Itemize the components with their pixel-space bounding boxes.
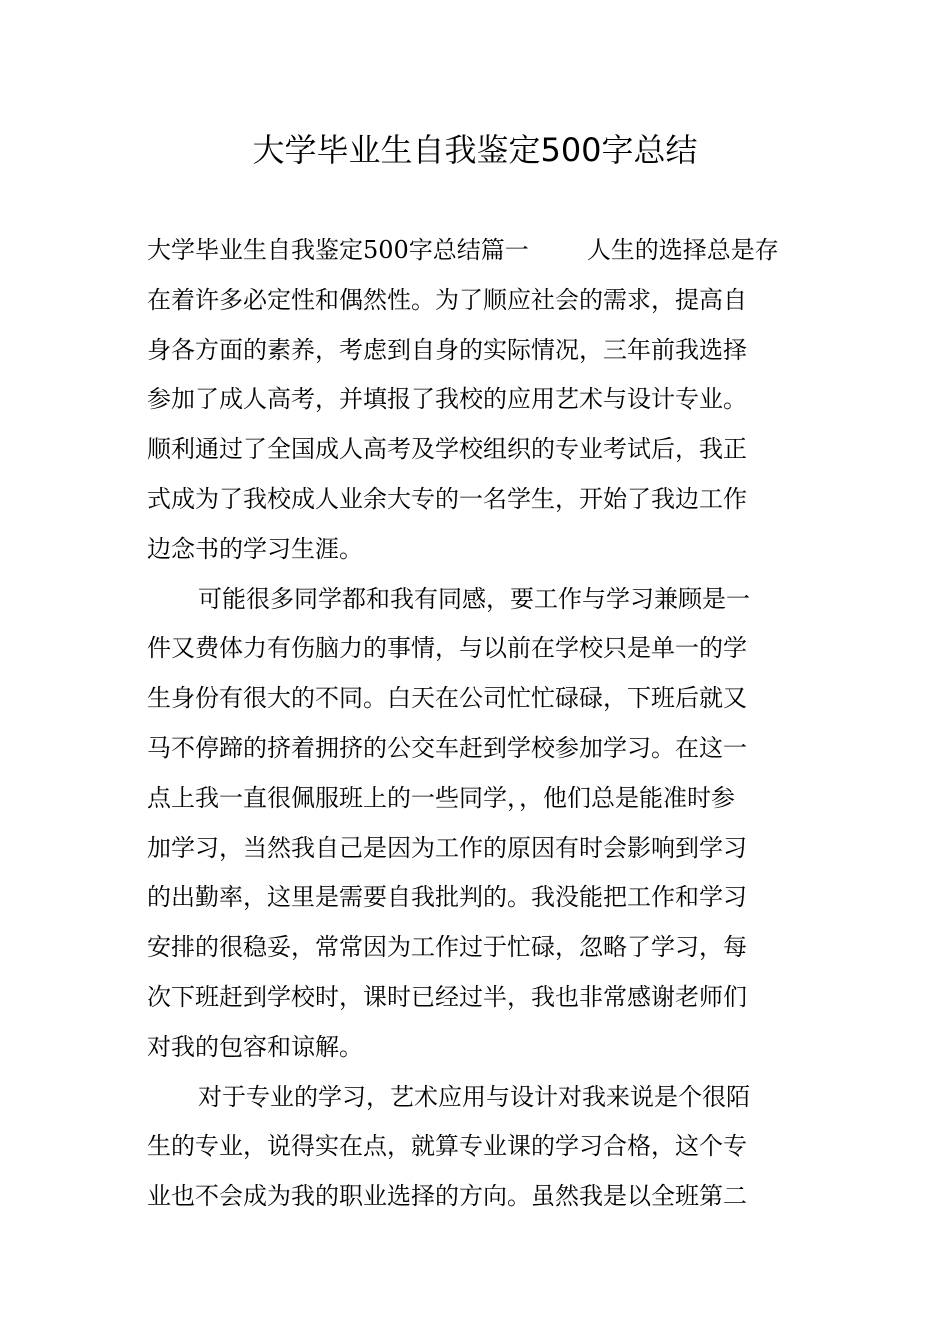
paragraph-line: 式成为了我校成人业余大专的一名学生，开始了我边工作 (147, 484, 747, 513)
section-heading-inline: 大学毕业生自我鉴定500字总结篇一 (147, 236, 529, 264)
paragraph-line: 件又费体力有伤脑力的事情，与以前在学校只是单一的学 (147, 634, 747, 663)
document-title: 大学毕业生自我鉴定500字总结 (252, 131, 698, 169)
paragraph-line: 生的专业，说得实在点，就算专业课的学习合格，这个专 (147, 1132, 747, 1161)
paragraph-1-line-1 (147, 226, 807, 276)
paragraph-line: 对于专业的学习，艺术应用与设计对我来说是个很陌 (198, 1082, 750, 1111)
paragraph-line: 可能很多同学都和我有同感，要工作与学习兼顾是一 (198, 584, 750, 613)
paragraph-line: 生身份有很大的不同。白天在公司忙忙碌碌，下班后就又 (147, 684, 747, 713)
paragraph-line: 马不停蹄的挤着拥挤的公交车赶到学校参加学习。在这一 (147, 733, 747, 762)
paragraph-line: 顺利通过了全国成人高考及学校组织的专业考试后，我正 (147, 435, 747, 464)
paragraph-line: 点上我一直很佩服班上的一些同学，，他们总是能准时参 (147, 783, 735, 812)
paragraph-line: 安排的很稳妥，常常因为工作过于忙碌，忽略了学习，每 (147, 933, 747, 962)
document-body (147, 226, 807, 1222)
paragraph-line: 参加了成人高考，并填报了我校的应用艺术与设计专业。 (147, 385, 747, 414)
paragraph-line: 业也不会成为我的职业选择的方向。虽然我是以全班第二 (147, 1182, 747, 1211)
paragraph-line: 对我的包容和谅解。 (147, 1032, 363, 1061)
paragraph-line: 在着许多必定性和偶然性。为了顺应社会的需求，提高自 (147, 285, 747, 314)
paragraph-line: 次下班赶到学校时，课时已经过半，我也非常感谢老师们 (147, 982, 747, 1011)
paragraph-line: 边念书的学习生涯。 (147, 534, 363, 563)
paragraph-line: 的出勤率，这里是需要自我批判的。我没能把工作和学习 (147, 883, 747, 912)
paragraph-text: 人生的选择总是存 (586, 236, 779, 264)
paragraph-line: 身各方面的素养，考虑到自身的实际情况，三年前我选择 (147, 335, 747, 364)
paragraph-line: 加学习，当然我自己是因为工作的原因有时会影响到学习 (147, 833, 747, 862)
